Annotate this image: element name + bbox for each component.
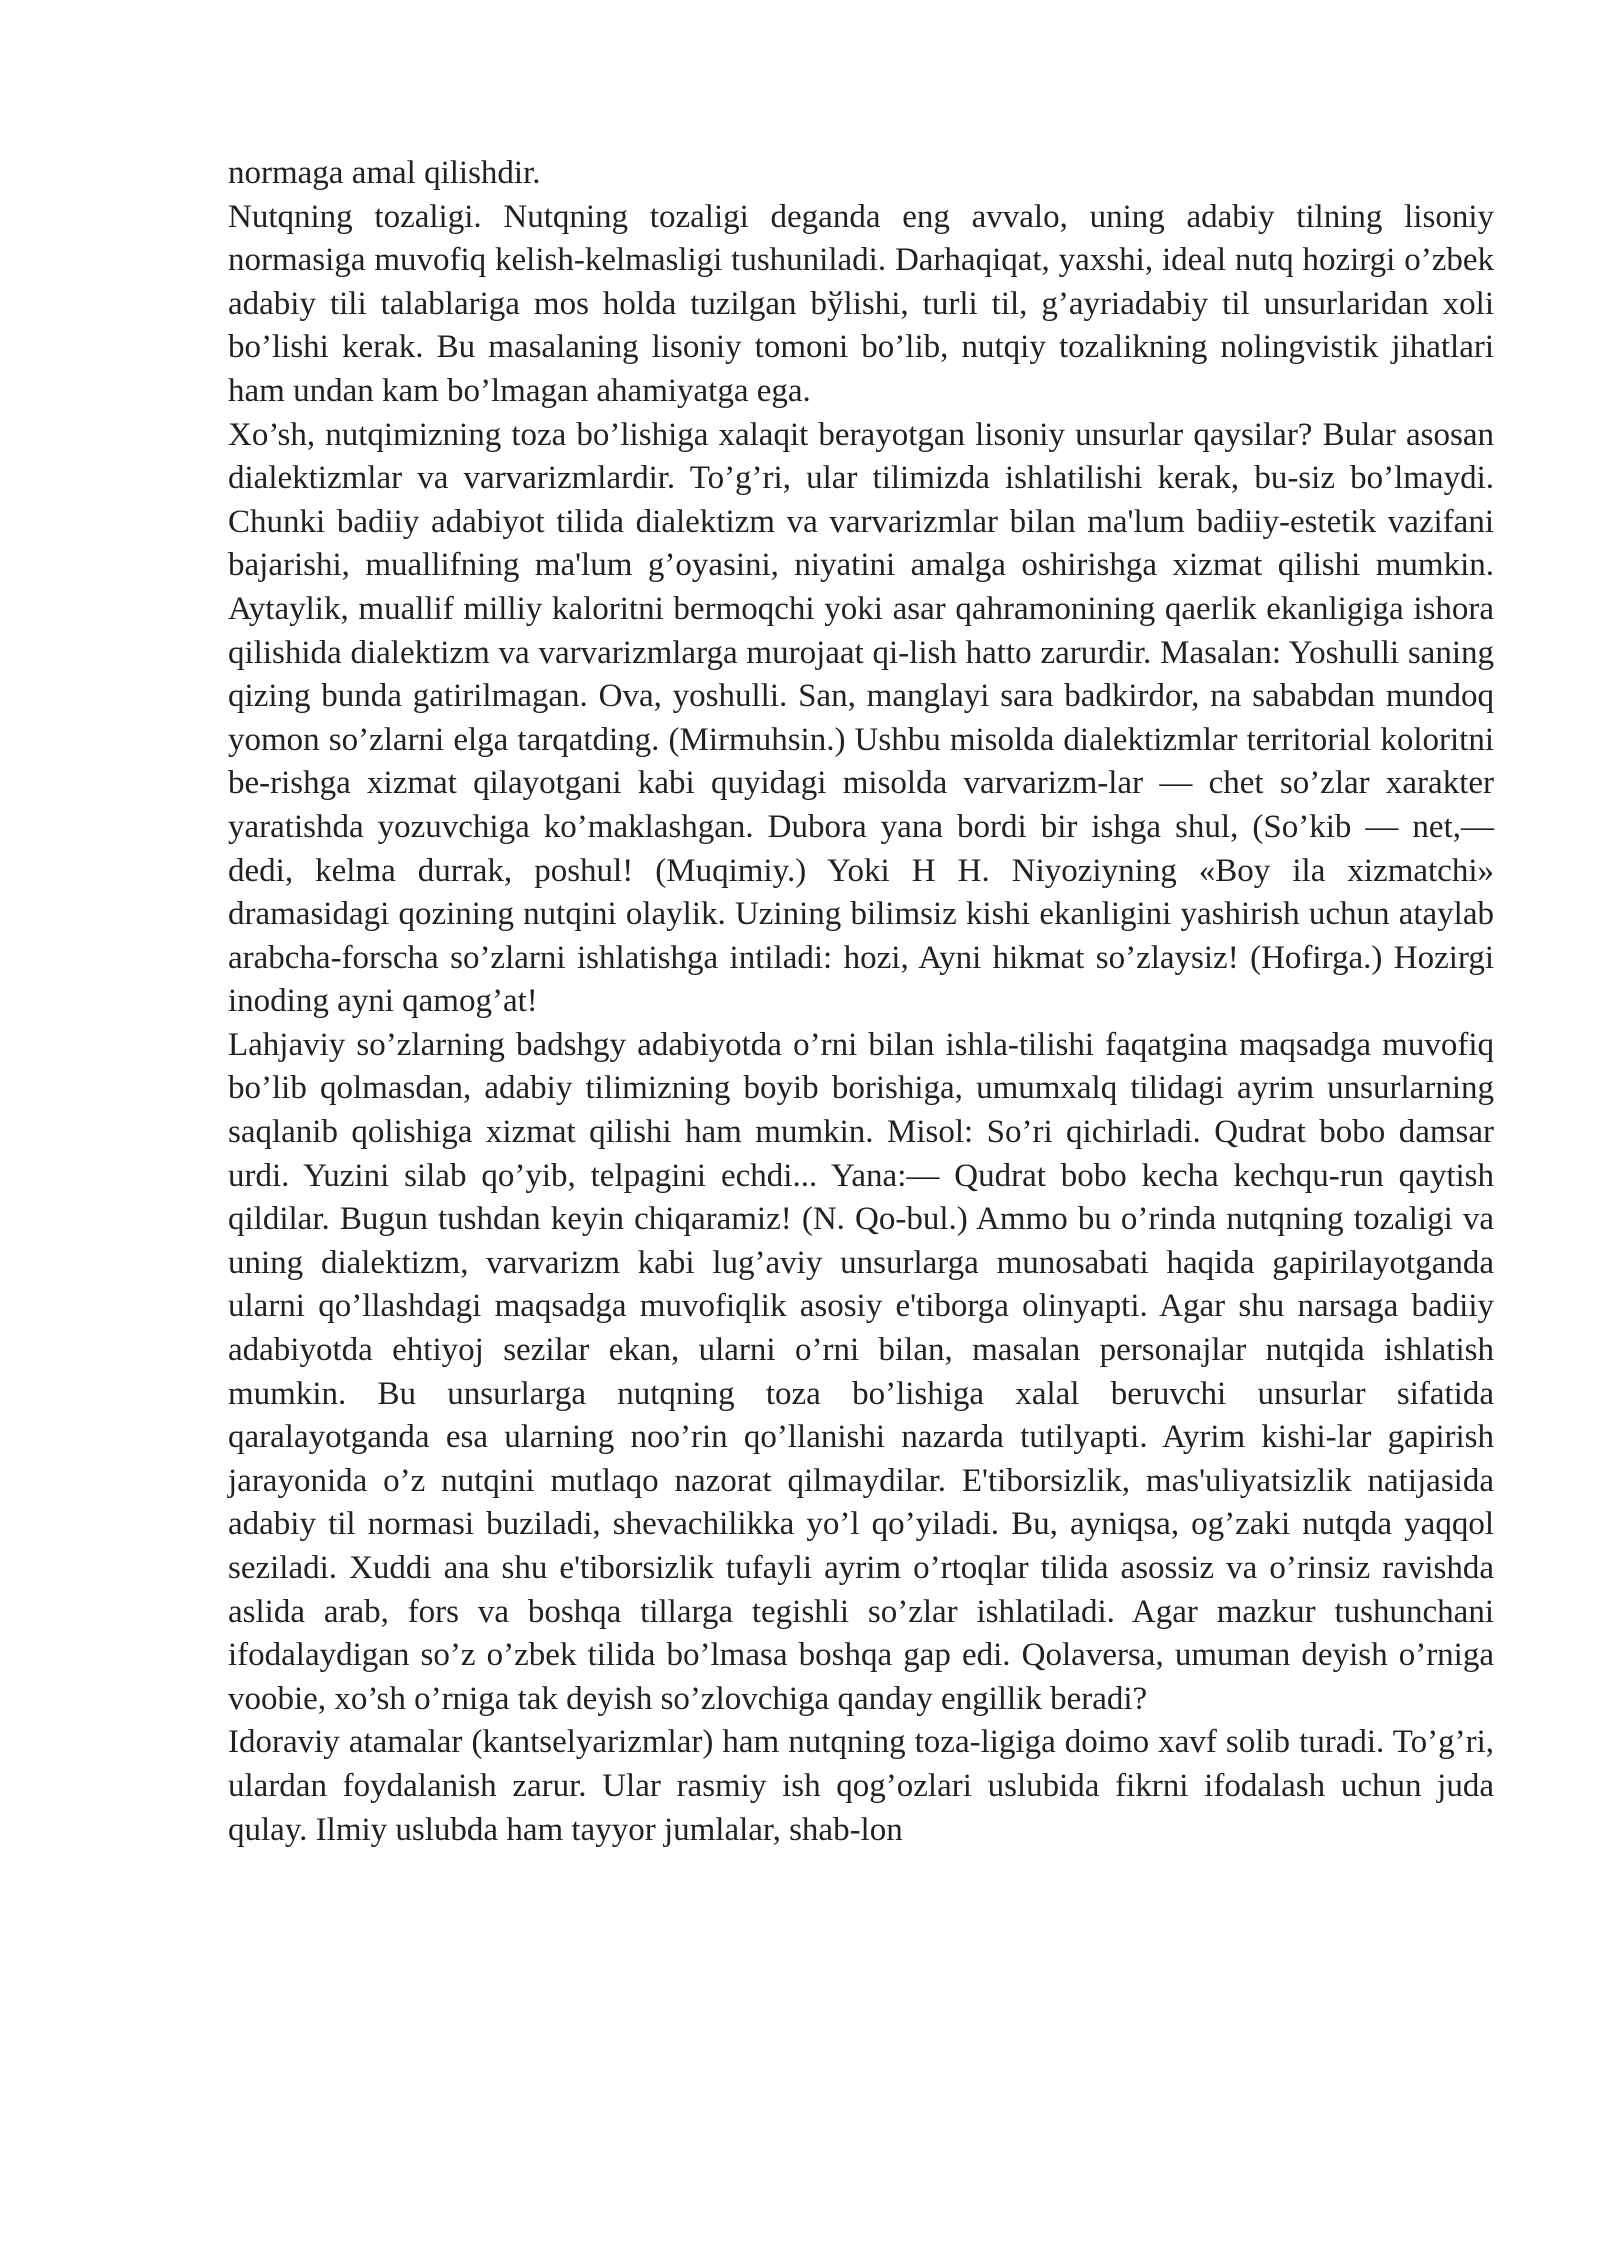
document-page bbox=[228, 152, 1494, 1852]
paragraph-idoraviy-atamalar: Idoraviy atamalar (kantselyarizmlar) ham nutqning toza-ligiga doimo xavf solib turadi. To’g’ri, ulardan foydalanish zarur. Ular rasmiy ish qog’ozlari uslubida fikrni ifodalash uchun juda qulay. Ilmiy uslubda ham tayyor jumlalar, shab-lon bbox=[228, 1724, 1494, 1848]
paragraph-nutq-tozaligi: Nutqning tozaligi. Nutqning tozaligi deganda eng avvalo, uning adabiy tilning lisoniy normasiga muvofiq kelish-kelmasligi tushuniladi. Darhaqiqat, yaxshi, ideal nutq hozirgi o’zbek adabiy tili talablariga mos holda tuzilgan bўlishi, turli til, g’ayriadabiy til unsurlaridan xoli bo’lishi kerak. Bu masalaning lisoniy tomoni bo’lib, nutqiy tozalikning nolingvistik jihatlari ham undan kam bo’lmagan ahamiyatga ega. bbox=[228, 198, 1494, 409]
paragraph-lahjaviy-sozlar: Lahjaviy so’zlarning badshgy adabiyotda o’rni bilan ishla-tilishi faqatgina maqsadga muvofiq bo’lib qolmasdan, adabiy tilimizning boyib borishiga, umumxalq tilidagi ayrim unsurlarning saqlanib qolishiga xizmat qilishi ham mumkin. Misol: So’ri qichirladi. Qudrat bobo damsar urdi. Yuzini silab qo’yib, telpagini echdi... Yana:— Qudrat bobo kecha kechqu-run qaytish qildilar. Bugun tushdan keyin chiqaramiz! (N. Qo-bul.) Ammo bu o’rinda nutqning tozaligi va uning dialektizm, varvarizm kabi lug’aviy unsurlarga munosabati haqida gapirilayotganda ularni qo’llashdagi maqsadga muvofiqlik asosiy e'tiborga olinyapti. Agar shu narsaga badiiy adabiyotda ehtiyoj sezilar ekan, ularni o’rni bilan, masalan personajlar nutqida ishlatish mumkin. Bu unsurlarga nutqning toza bo’lishiga xalal beruvchi unsurlar sifatida qaralayotganda esa ularning noo’rin qo’llanishi nazarda tutilyapti. Ayrim kishi-lar gapirish jarayonida o’z nutqini mutlaqo nazorat qilmaydilar. E'tiborsizlik, mas'uliyatsizlik natijasida adabiy til normasi buziladi, shevachilikka yo’l qo’yiladi. Bu, ayniqsa, og’zaki nutqda yaqqol seziladi. Xuddi ana shu e'tiborsizlik tufayli ayrim o’rtoqlar tilida asossiz va o’rinsiz ravishda aslida arab, fors va boshqa tillarga tegishli so’zlar ishlatiladi. Agar mazkur tushunchani ifodalaydigan so’z o’zbek tilida bo’lmasa boshqa gap edi. Qolaversa, umuman deyish o’rniga voobie, xo’sh o’rniga tak deyish so’zlovchiga qanday engillik beradi? bbox=[228, 1026, 1494, 1717]
paragraph-dialektizmlar: Xo’sh, nutqimizning toza bo’lishiga xalaqit berayotgan lisoniy unsurlar qaysilar? Bular asosan dialektizmlar va varvarizmlardir. To’g’ri, ular tilimizda ishlatilishi kerak, bu-siz bo’lmaydi. Chunki badiiy adabiyot tilida dialektizm va varvarizmlar bilan ma'lum badiiy-estetik vazifani bajarishi, muallifning ma'lum g’oyasini, niyatini amalga oshirishga xizmat qilishi mumkin. Aytaylik, muallif milliy kaloritni bermoqchi yoki asar qahramonining qaerlik ekanligiga ishora qilishida dialektizm va varvarizmlarga murojaat qi-lish hatto zarurdir. Masalan: Yoshulli saning qizing bunda gatirilmagan. Ova, yoshulli. San, manglayi sara badkirdor, na sababdan mundoq yomon so’zlarni elga tarqatding. (Mirmuhsin.) Ushbu misolda dialektizmlar territorial koloritni be-rishga xizmat qilayotgani kabi quyidagi misolda varvarizm-lar — chet so’zlar xarakter yaratishda yozuvchiga ko’maklashgan. Dubora yana bordi bir ishga shul, (So’kib — net,—dedi, kelma durrak, poshul! (Muqimiy.) Yoki H H. Niyoziyning «Boy ila xizmatchi» dramasidagi qozining nutqini olaylik. Uzining bilimsiz kishi ekanligini yashirish uchun ataylab arabcha-forscha so’zlarni ishlatishga intiladi: hozi, Ayni hikmat so’zlaysiz! (Hofirga.) Hozirgi inoding ayni qamog’at! bbox=[228, 416, 1494, 1020]
paragraph-continuation: normaga amal qilishdir. bbox=[228, 155, 541, 191]
